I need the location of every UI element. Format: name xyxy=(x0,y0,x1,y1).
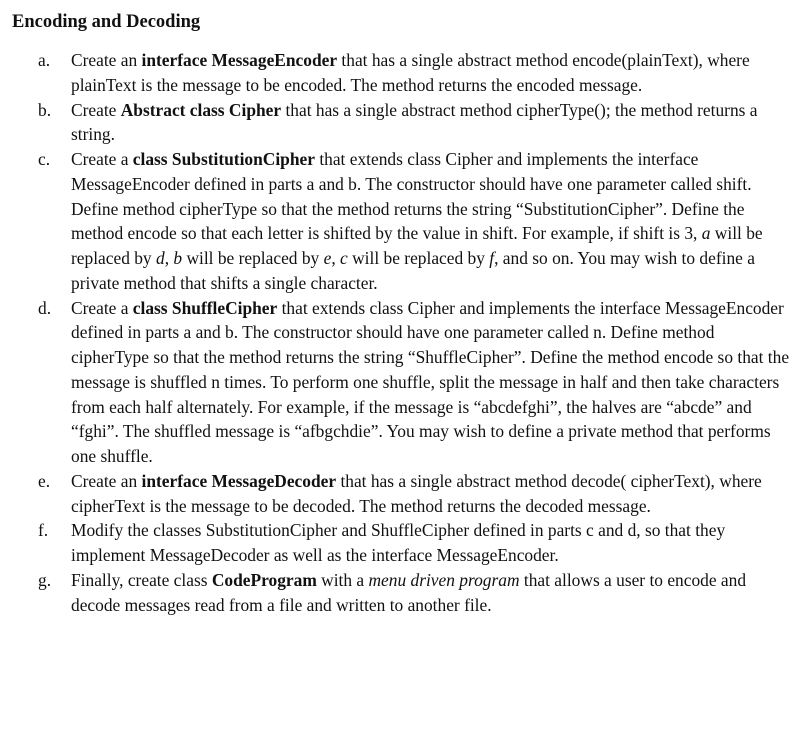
bold-term: interface MessageEncoder xyxy=(141,50,338,70)
text-segment: Create a xyxy=(71,149,133,169)
list-item-text xyxy=(71,149,763,293)
italic-term: b xyxy=(173,248,183,268)
text-segment: will be replaced by xyxy=(71,223,763,268)
list-item-marker: g. xyxy=(38,569,52,590)
italic-term: e xyxy=(323,248,332,268)
text-segment: will be replaced by xyxy=(347,248,490,268)
text-segment: Create a xyxy=(71,297,133,318)
list-item-text xyxy=(71,471,762,516)
italic-term: c xyxy=(340,248,348,268)
list-item-marker: d. xyxy=(38,297,52,318)
list-item-marker: b. xyxy=(38,99,52,120)
list-item xyxy=(0,98,812,148)
bold-term: interface MessageDecoder xyxy=(141,470,337,491)
list-item xyxy=(0,147,812,296)
list-item-text xyxy=(71,50,750,95)
text-segment: Modify the classes SubstitutionCipher and ShuffleCipher defined in parts c and d, so that they implement MessageDecoder as well as the interface MessageEncoder. xyxy=(71,520,726,565)
italic-term: a xyxy=(701,223,711,244)
list-item xyxy=(0,296,812,469)
text-segment: Finally, create class xyxy=(71,569,212,590)
text-segment: that has a single abstract method decode( cipherText), where cipherText is the message to be decoded. The method returns the decoded message. xyxy=(71,470,762,516)
italic-term: d xyxy=(155,248,165,268)
text-segment: that has a single abstract method cipherType(); the method returns a string. xyxy=(71,99,758,145)
text-segment: that allows a user to encode and decode messages read from a file and written to another file. xyxy=(71,569,747,615)
text-segment: Create xyxy=(71,99,121,120)
text-segment: that has a single abstract method encode(plainText), where plainText is the message to be encoded. The method returns the encoded message. xyxy=(71,50,750,95)
bold-term: class ShuffleCipher xyxy=(132,297,278,318)
requirements-list xyxy=(0,48,812,617)
text-segment: that extends class Cipher and implements the interface MessageEncoder defined in parts a and b. The constructor should have one parameter called shift. Define method cipherType so that the method returns the string “SubstitutionCipher”. Define the method encode so that each letter is shifted by the value in shift. For example, if shift is 3, xyxy=(71,149,752,244)
list-item-marker: a. xyxy=(38,50,51,70)
text-segment: with a xyxy=(316,569,369,590)
text-segment: will be replaced by xyxy=(182,248,324,268)
bold-term: class SubstitutionCipher xyxy=(132,149,315,169)
text-segment: Create an xyxy=(71,470,142,491)
list-item-text xyxy=(71,100,758,145)
list-item-marker: e. xyxy=(38,470,51,491)
list-item xyxy=(0,48,812,98)
italic-term: f xyxy=(489,248,495,268)
bold-term: Abstract class Cipher xyxy=(120,99,282,120)
text-segment: Create an xyxy=(71,50,142,70)
list-item xyxy=(0,568,812,618)
list-item-text xyxy=(71,298,789,467)
list-item xyxy=(0,518,812,568)
text-segment: , and so on. You may wish to define a private method that shifts a single character. xyxy=(71,248,755,293)
text-segment: , xyxy=(331,248,341,268)
italic-term: menu driven program xyxy=(368,569,520,590)
list-item-marker: c. xyxy=(38,149,51,169)
text-segment: that extends class Cipher and implements the interface MessageEncoder defined in parts a and b. The constructor should have one parameter called n. Define method cipherType so that the method returns the string “ShuffleCipher”. Define the method encode so that the message is shuffled n times. To perform one shuffle, split the message in half and then take characters from each half alternately. For example, if the message is “abcdefghi”, the halves are “abcde” and “fghi”. The shuffled message is “afbgchdie”. You may wish to define a private method that performs one shuffle. xyxy=(71,297,790,466)
bold-term: CodeProgram xyxy=(211,569,317,590)
list-item-marker: f. xyxy=(38,520,49,541)
page-title: Encoding and Decoding xyxy=(12,12,201,32)
list-item xyxy=(0,469,812,519)
list-item-text xyxy=(71,520,725,565)
text-segment: , xyxy=(164,248,174,268)
list-item-text xyxy=(71,570,746,615)
